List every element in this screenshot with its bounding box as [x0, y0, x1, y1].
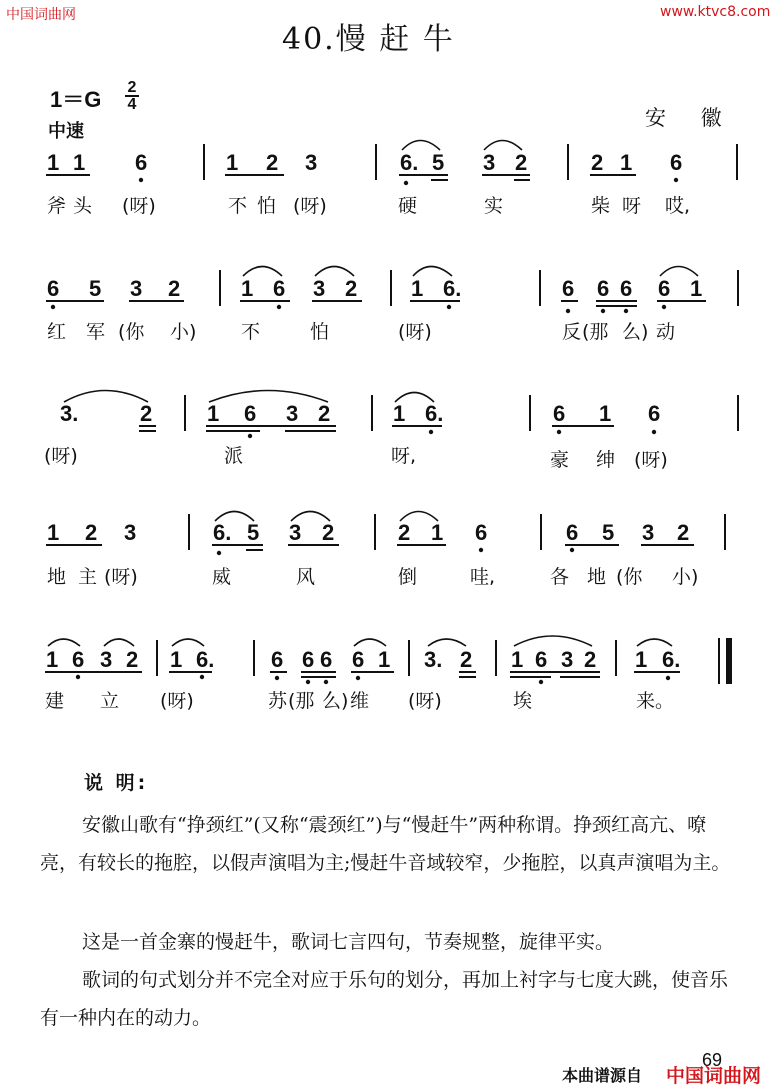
note: 5 [89, 276, 102, 301]
note: 3 [561, 647, 574, 672]
lyric: (那 [288, 690, 315, 712]
note: 3 [313, 276, 326, 301]
note: 6. [662, 647, 681, 672]
note: 6 [620, 276, 633, 301]
note: 1 [207, 401, 220, 426]
octave-dot [479, 548, 483, 552]
note: 6. [425, 401, 444, 426]
note: 6. [400, 150, 419, 175]
note: 6 [597, 276, 610, 301]
lyric: 埃 [513, 690, 533, 712]
slur [172, 639, 204, 646]
lyric: (呀) [408, 690, 442, 712]
lyric: 斧 [47, 195, 67, 217]
note: 6 [47, 276, 60, 301]
time-signature-bottom: 4 [127, 96, 137, 113]
octave-dot [200, 675, 204, 679]
note: 2 [168, 276, 181, 301]
octave-dot [248, 434, 252, 438]
region-label: 安 徽 [645, 106, 736, 130]
note: 2 [318, 401, 331, 426]
note: 6 [562, 276, 575, 301]
slur [413, 267, 452, 277]
slur [484, 141, 522, 151]
lyric: 怕 [310, 321, 330, 343]
lyric: (呀) [293, 195, 327, 217]
note: 3 [642, 520, 655, 545]
score-line-3 [44, 391, 738, 472]
note: 6 [271, 647, 284, 672]
page-number: 69 [702, 1050, 723, 1070]
lyric: 苏 [268, 690, 288, 712]
note: 1 [226, 150, 239, 175]
lyric: 不 [241, 321, 261, 343]
notes-paragraph-1: 安徽山歌有“挣颈红”(又称“震颈红”)与“慢赶牛”两种称谓。挣颈红高亢、嘹亮，有较长的拖腔，以假声演唱为主;慢赶牛音域较窄，少拖腔，以真声演唱为主。 [40, 814, 731, 874]
note: 1 [73, 150, 86, 175]
lyric: 军 [86, 321, 106, 343]
octave-dot [51, 305, 55, 309]
note: 3 [100, 647, 113, 672]
note: 2 [460, 647, 473, 672]
slur [104, 639, 134, 646]
note: 6 [273, 276, 286, 301]
octave-dot [674, 178, 678, 182]
lyric: 风 [296, 566, 316, 588]
lyric: (呀) [44, 445, 78, 467]
lyric: 各 [550, 566, 570, 588]
note: 6 [244, 401, 257, 426]
source-label: 本曲谱源自 [562, 1066, 643, 1085]
note: 2 [398, 520, 411, 545]
note: 2 [85, 520, 98, 545]
note: 1 [635, 647, 648, 672]
lyric: (呀) [634, 449, 668, 471]
note: 3 [305, 150, 318, 175]
final-barline-thick [726, 638, 732, 684]
lyric: 地 [587, 566, 607, 588]
note: 1 [411, 276, 424, 301]
octave-dot [217, 551, 221, 555]
octave-dot [557, 430, 561, 434]
octave-dot [306, 680, 310, 684]
note: 3 [286, 401, 299, 426]
slur [48, 639, 80, 646]
lyric: 头 [73, 195, 93, 217]
slur [315, 267, 354, 277]
lyric: (呀) [104, 566, 138, 588]
slur [660, 267, 698, 277]
note: 6. [196, 647, 215, 672]
note: 6 [475, 520, 488, 545]
notes-paragraph-3: 歌词的句式划分并不完全对应于乐句的划分，再加上衬字与七度大跳，使音乐有一种内在的动力。 [40, 969, 729, 1029]
watermark-left: 中国词曲网 [6, 7, 76, 23]
note: 3. [60, 401, 79, 426]
octave-dot [139, 178, 143, 182]
lyric: 呀 [622, 195, 642, 217]
octave-dot [277, 305, 281, 309]
octave-dot [652, 430, 656, 434]
lyric: 反 [562, 321, 582, 343]
note: 1 [170, 647, 183, 672]
tempo-marking: 中速 [48, 121, 84, 142]
slur [354, 639, 386, 646]
slur [402, 141, 440, 151]
note: 6 [302, 647, 315, 672]
slur [243, 267, 282, 277]
lyric: 不 [228, 195, 248, 217]
lyric: (呀) [398, 321, 432, 343]
note: 5 [602, 520, 615, 545]
lyric: 立 [100, 690, 120, 712]
notes-heading: 说 明: [84, 772, 149, 794]
note: 1 [241, 276, 254, 301]
note: 3 [130, 276, 143, 301]
note: 6. [213, 520, 232, 545]
lyric: 建 [45, 690, 65, 712]
lyric: 么) [322, 690, 349, 712]
lyric: (呀) [122, 195, 156, 217]
watermark-right: www.ktvc8.com [660, 4, 770, 20]
slur [514, 636, 592, 646]
lyric: (呀) [160, 690, 194, 712]
lyric: 威 [212, 566, 232, 588]
octave-dot [429, 430, 433, 434]
lyric: (那 [582, 321, 609, 343]
lyric: 实 [484, 195, 504, 217]
note: 6 [135, 150, 148, 175]
lyric: 小) [170, 321, 197, 343]
octave-dot [447, 305, 451, 309]
note: 6 [648, 401, 661, 426]
note: 1 [378, 647, 391, 672]
note: 1 [47, 520, 60, 545]
lyric: 红 [47, 321, 67, 343]
note: 3 [483, 150, 496, 175]
lyric: 怕 [257, 195, 277, 217]
note: 6 [535, 647, 548, 672]
octave-dot [76, 675, 80, 679]
note: 5 [247, 520, 260, 545]
note: 1 [690, 276, 703, 301]
lyric: 硬 [398, 195, 418, 217]
score-line-2 [46, 267, 738, 344]
lyric: 绅 [596, 449, 616, 471]
lyric: 哎, [665, 195, 691, 217]
note: 2 [677, 520, 690, 545]
note: 3 [124, 520, 137, 545]
note: 2 [345, 276, 358, 301]
note: 5 [432, 150, 445, 175]
lyric: 派 [224, 445, 244, 467]
note: 6 [566, 520, 579, 545]
octave-dot [666, 676, 670, 680]
lyric: 主 [78, 566, 98, 588]
note: 2 [515, 150, 528, 175]
lyric: 来。 [636, 690, 675, 712]
lyric: 呀, [391, 445, 417, 467]
lyric: 哇, [470, 566, 496, 588]
note: 1 [393, 401, 406, 426]
note: 3 [289, 520, 302, 545]
note: 6 [658, 276, 671, 301]
octave-dot [624, 309, 628, 313]
note: 2 [126, 647, 139, 672]
note: 6 [72, 647, 85, 672]
note: 2 [140, 401, 153, 426]
score-line-1 [46, 141, 737, 218]
time-signature-top: 2 [127, 79, 137, 96]
octave-dot [324, 680, 328, 684]
score-line-4 [46, 512, 725, 589]
note: 1 [47, 150, 60, 175]
octave-dot [566, 309, 570, 313]
lyric: (你 [118, 321, 145, 343]
notes-paragraph-2: 这是一首金寨的慢赶牛，歌词七言四句，节奏规整，旋律平实。 [82, 931, 615, 953]
octave-dot [275, 676, 279, 680]
key-signature: 1＝G [50, 87, 102, 112]
lyric: 维 [350, 690, 370, 712]
slur [637, 639, 672, 646]
note: 2 [591, 150, 604, 175]
note: 3. [424, 647, 443, 672]
slur [209, 391, 328, 403]
lyric: 么) [622, 321, 649, 343]
lyric: (你 [616, 566, 643, 588]
note: 1 [599, 401, 612, 426]
octave-dot [570, 548, 574, 552]
octave-dot [539, 680, 543, 684]
note: 6 [553, 401, 566, 426]
octave-dot [404, 181, 408, 185]
note: 1 [431, 520, 444, 545]
note: 6 [320, 647, 333, 672]
octave-dot [601, 309, 605, 313]
note: 6 [670, 150, 683, 175]
slur [428, 639, 466, 646]
note: 1 [46, 647, 59, 672]
note: 2 [584, 647, 597, 672]
note: 2 [266, 150, 279, 175]
score-line-5 [45, 636, 732, 712]
source-site: 中国词曲网 [666, 1065, 762, 1087]
note: 6. [443, 276, 462, 301]
lyric: 小) [672, 566, 699, 588]
lyric: 柴 [591, 195, 611, 217]
note: 1 [620, 150, 633, 175]
octave-dot [662, 305, 666, 309]
note: 2 [322, 520, 335, 545]
lyric: 动 [656, 321, 676, 343]
lyric: 倒 [398, 566, 418, 588]
lyric: 豪 [550, 449, 570, 471]
note: 1 [511, 647, 524, 672]
octave-dot [356, 676, 360, 680]
lyric: 地 [47, 566, 67, 588]
note: 6 [352, 647, 365, 672]
song-title: 40.慢 赶 牛 [282, 22, 455, 57]
